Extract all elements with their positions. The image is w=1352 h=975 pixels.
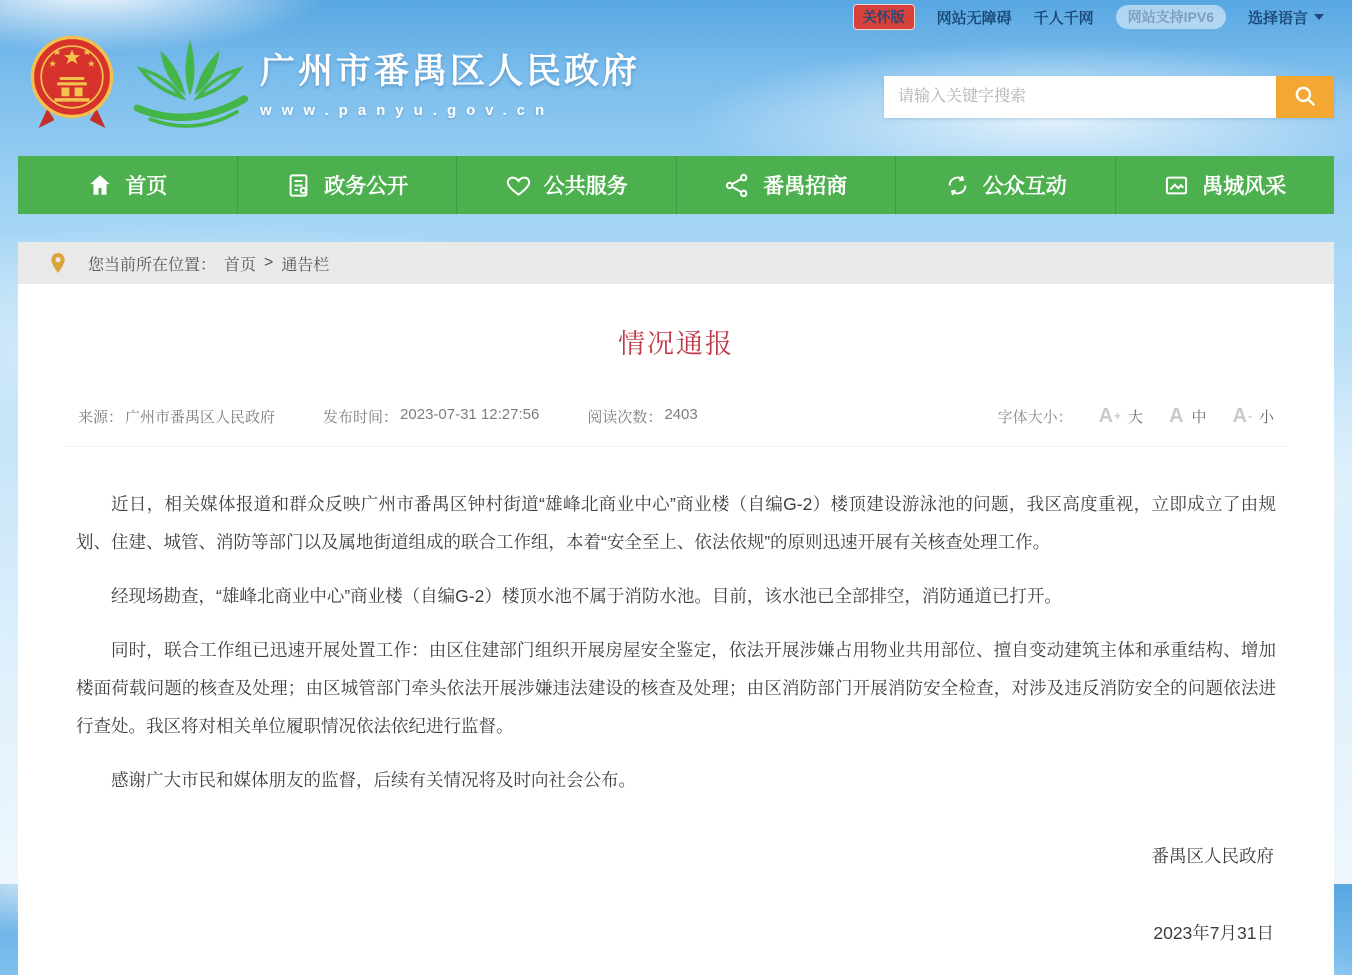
chevron-down-icon [1314,14,1324,20]
font-size-large-button[interactable] [1099,405,1143,428]
article-paragraph: 经现场勘查，“雄峰北商业中心”商业楼（自编G-2）楼顶水池不属于消防水池。目前，该水池已全部排空，消防通道已打开。 [111,586,1062,606]
language-selector-label: 选择语言 [1247,9,1308,27]
nav-item-interaction[interactable] [895,156,1115,214]
font-size-small-minus: - [1247,409,1252,423]
ipv6-support-badge: 网站支持IPV6 [1116,5,1226,29]
font-size-small-button[interactable] [1233,405,1274,428]
nav-item-label: 番禺招商 [763,175,848,198]
search-icon [1292,83,1318,112]
signature-org: 番禺区人民政府 [1151,846,1274,866]
font-size-label: 字体大小： [997,409,1073,426]
nav-item-investment[interactable] [676,156,896,214]
page-container [18,0,1334,975]
meta-views-label: 阅读次数： [587,409,663,426]
meta-views-value: 2403 [664,406,698,423]
nav-item-gov-info[interactable] [237,156,457,214]
nav-item-label: 禺城风采 [1202,175,1287,198]
location-pin-icon [48,251,68,275]
heart-icon [505,172,532,199]
nav-item-label: 公众互动 [982,175,1067,198]
qianren-link[interactable]: 千人千网 [1033,9,1094,27]
share-network-icon [724,172,751,199]
accessibility-link[interactable]: 网站无障碍 [936,9,1012,27]
article-meta [64,405,1288,447]
article-paragraph: 同时，联合工作组已迅速开展处置工作：由区住建部门组织开展房屋安全鉴定，依法开展涉嫌占用物业共用部位、擅自变动建筑主体和承重结构、增加楼面荷载问题的核查及处理；由区城管部门牵头依法开展涉嫌违法建设的核查及处理；由区消防部门开展消防安全检查，对涉及违反消防安全的问题依法进行查处。我区将对相关单位履职情况依法依纪进行监督。 [76,640,1276,736]
home-icon [87,172,113,198]
font-size-controls [998,405,1274,428]
breadcrumb [18,242,1334,284]
meta-source-label: 来源： [78,409,124,426]
picture-icon [1163,172,1190,199]
breadcrumb-current: 通告栏 [281,256,330,274]
site-header [18,28,1334,156]
meta-time-value: 2023-07-31 12:27:56 [400,406,540,423]
search-input[interactable] [884,76,1276,118]
nav-item-label: 公共服务 [543,175,628,198]
font-size-small-text: 小 [1258,409,1274,426]
breadcrumb-separator: > [264,254,274,271]
meta-views [587,406,697,427]
meta-source-value: 广州市番禺区人民政府 [125,409,276,426]
signature-block [76,843,1276,945]
site-url: www.panyu.gov.cn [260,102,555,119]
search-button[interactable] [1276,76,1334,118]
meta-publish-time [323,406,539,427]
main-nav [18,156,1334,214]
meta-left [78,406,698,427]
kapok-flower-logo [130,32,250,145]
nav-item-label: 政务公开 [324,175,409,198]
nav-item-city-style[interactable] [1115,156,1335,214]
article-container [18,284,1334,975]
meta-time-label: 发布时间： [323,409,399,426]
page-title: 情况通报 [618,329,734,359]
nav-item-public-service[interactable] [456,156,676,214]
national-emblem-logo [28,34,116,139]
breadcrumb-home-link[interactable]: 首页 [224,256,257,274]
meta-source [78,406,275,427]
article-body [64,485,1288,945]
language-selector[interactable] [1248,7,1324,28]
signature-date: 2023年7月31日 [1153,923,1274,943]
nav-item-label: 首页 [125,175,168,198]
font-size-medium-symbol: A [1169,405,1184,427]
nav-item-home[interactable] [18,156,237,214]
circular-arrows-icon [944,172,971,199]
site-search [884,76,1334,118]
site-title-block [260,44,640,119]
article-paragraph: 感谢广大市民和媒体朋友的监督，后续有关情况将及时向社会公布。 [111,770,636,790]
document-icon [285,172,312,199]
top-utility-bar [18,0,1334,28]
breadcrumb-prefix: 您当前所在位置： [88,256,217,274]
font-size-large-symbol: A [1098,405,1114,427]
font-size-large-plus: + [1114,409,1122,423]
font-size-medium-button[interactable] [1169,405,1206,428]
care-version-link[interactable]: 关怀版 [853,4,915,30]
font-size-large-text: 大 [1128,409,1144,426]
font-size-small-symbol: A [1232,405,1247,427]
font-size-medium-text: 中 [1191,409,1207,426]
site-name: 广州市番禺区人民政府 [260,52,641,91]
article-paragraph: 近日，相关媒体报道和群众反映广州市番禺区钟村街道“雄峰北商业中心”商业楼（自编G-2）楼顶建设游泳池的问题，我区高度重视，立即成立了由规划、住建、城管、消防等部门以及属地街道组成的联合工作组，本着“安全至上、依法依规”的原则迅速开展有关核查处理工作。 [76,494,1276,552]
